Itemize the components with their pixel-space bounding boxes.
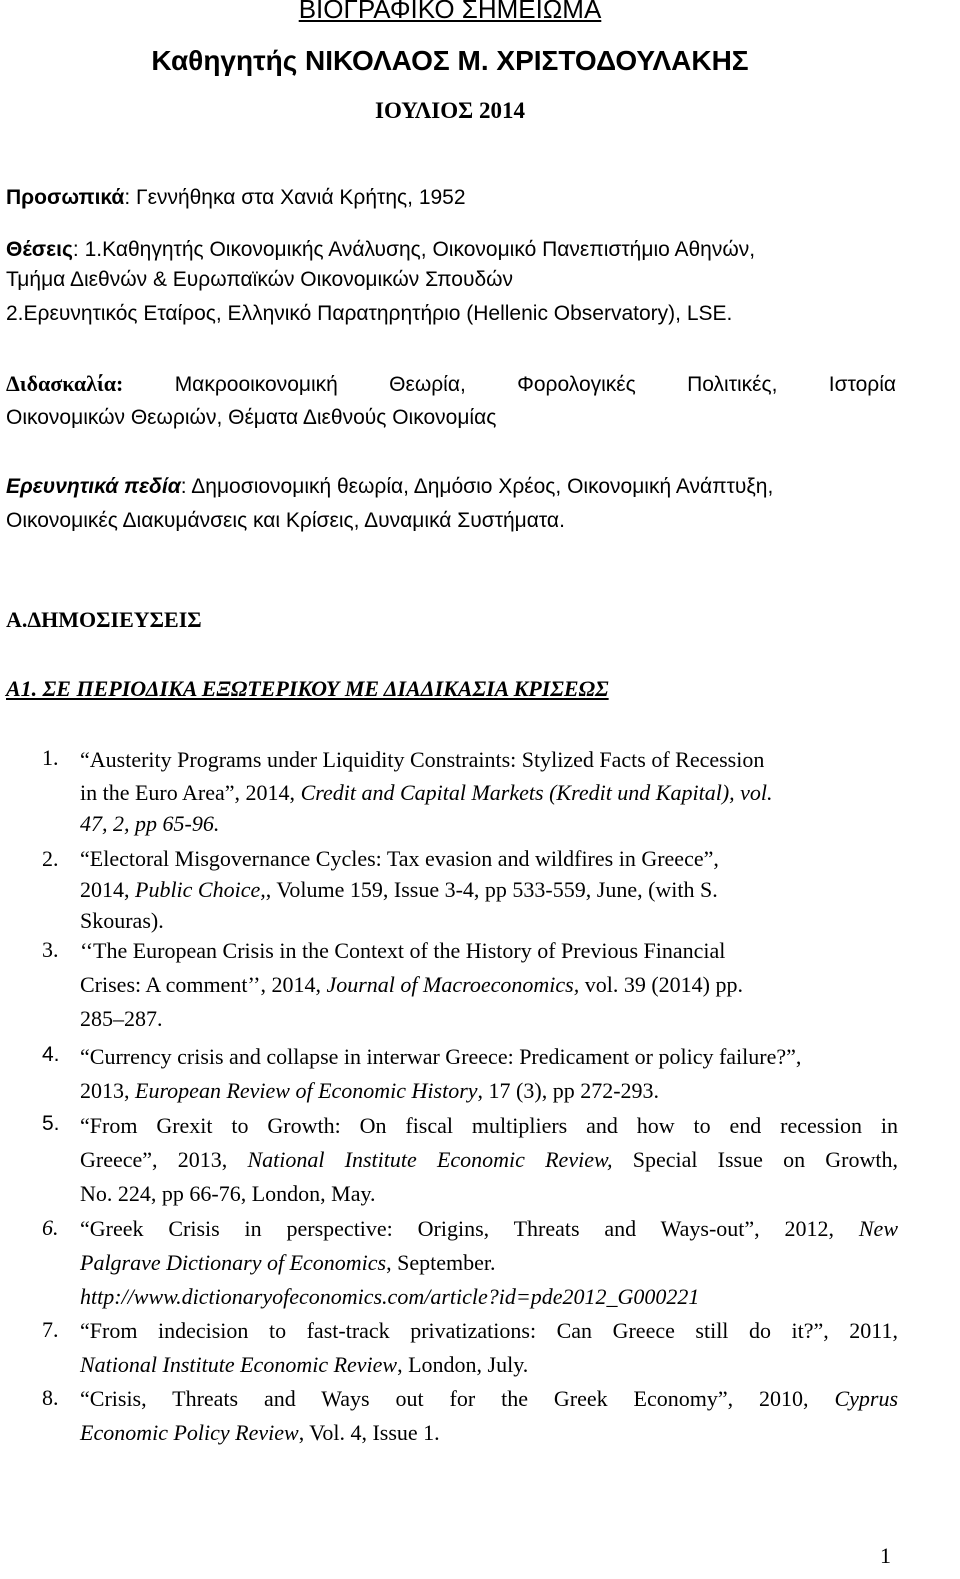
positions-label: Θέσεις [6, 238, 73, 261]
ref-number: 7. [42, 1317, 59, 1342]
reference-item: “Greek Crisis in perspective: Origins, Threats and Ways-out”, 2012, New Palgrave Dictionary of Economics, September. http://www.dictionaryofeconomics.com/article?id=pde2012_G000221 [80, 1212, 898, 1314]
positions-line-3: 2.Ερευνητικός Εταίρος, Ελληνικό Παρατηρητήριο (Hellenic Observatory), LSE. [6, 302, 733, 325]
reference-url[interactable]: http://www.dictionaryofeconomics.com/article?id=pde2012_G000221 [80, 1284, 700, 1309]
reference-item: “Electoral Misgovernance Cycles: Tax evasion and wildfires in Greece”, 2014, Public Choice,, Volume 159, Issue 3-4, pp 533-559, June, (with S. Skouras). [80, 846, 719, 933]
reference-item: ‘‘The European Crisis in the Context of the History of Previous Financial Crises: A comment’’, 2014, Journal of Macroeconomics, vol. 39 (2014) pp. 285–287. [80, 938, 743, 1031]
reference-item: “Currency crisis and collapse in interwar Greece: Predicament or policy failure?”, 2013, European Review of Economic History, 17 (3), pp 272-293. [80, 1044, 802, 1103]
ref-number: 3. [42, 937, 59, 962]
reference-item: “From indecision to fast-track privatizations: Can Greece still do it?”, 2011, National Institute Economic Review, London, July. [80, 1318, 898, 1377]
ref-number: 8. [42, 1385, 59, 1410]
personal-label: Προσωπικά [6, 186, 125, 209]
teaching-line-1: Διδασκαλία: Μακροοικονομική Θεωρία, Φορολογικές Πολιτικές, Ιστορία [6, 371, 896, 396]
personal-section [6, 186, 896, 210]
ref-number: 2. [42, 846, 59, 871]
reference-item: “From Grexit to Growth: On fiscal multipliers and how to end recession in Greece”, 2013, National Institute Economic Review, Special Issue on Growth, No. 224, pp 66-76, London, May. [80, 1113, 898, 1206]
ref-number: 4. [42, 1043, 60, 1066]
document-title: ΒΙΟΓΡΑΦΙΚΟ ΣΗΜΕΙΩΜΑ [298, 0, 602, 24]
research-line-1: Ερευνητικά πεδία: Δημοσιονομική θεωρία, Δημόσιο Χρέος, Οικονομική Ανάπτυξη, [6, 475, 774, 498]
positions-line-2: Τμήμα Διεθνών & Ευρωπαϊκών Οικονομικών Σπουδών [6, 268, 514, 291]
ref-number: 6. [42, 1215, 59, 1240]
research-line-2: Οικονομικές Διακυμάνσεις και Κρίσεις, Δυναμικά Συστήματα. [6, 509, 565, 532]
teaching-label: Διδασκαλία: [6, 371, 124, 396]
author-name: Καθηγητής ΝΙΚΟΛΑΟΣ Μ. ΧΡΙΣΤΟΔΟΥΛΑΚΗΣ [151, 45, 749, 76]
teaching-line-2: Οικονομικών Θεωριών, Θέματα Διεθνούς Οικονομίας [6, 406, 497, 429]
positions-line-1: Θέσεις: 1.Καθηγητής Οικονομικής Ανάλυσης, Οικονομικό Πανεπιστήμιο Αθηνών, [6, 238, 756, 261]
ref-number: 1. [42, 745, 59, 770]
reference-item: “Austerity Programs under Liquidity Constraints: Stylized Facts of Recession in the Euro Area”, 2014, Credit and Capital Markets (Kredit und Kapital), vol. 47, 2, pp 65-96. [80, 747, 773, 836]
reference-item: “Crisis, Threats and Ways out for the Greek Economy”, 2010, Cyprus Economic Policy Review, Vol. 4, Issue 1. [80, 1386, 898, 1445]
research-label: Ερευνητικά πεδία [6, 475, 181, 498]
publications-heading: Α.ΔΗΜΟΣΙΕΥΣΕΙΣ [6, 607, 202, 632]
page-number: 1 [880, 1543, 891, 1568]
ref-number: 5. [42, 1112, 60, 1135]
publications-subheading: Α1. ΣΕ ΠΕΡΙΟΔΙΚΑ ΕΞΩΤΕΡΙΚΟΥ ΜΕ ΔΙΑΔΙΚΑΣΙΑ ΚΡΙΣΕΩΣ [6, 676, 609, 701]
document-date: ΙΟΥΛΙΟΣ 2014 [375, 98, 525, 123]
personal-text: : Γεννήθηκα στα Χανιά Κρήτης, 1952 [124, 186, 466, 209]
